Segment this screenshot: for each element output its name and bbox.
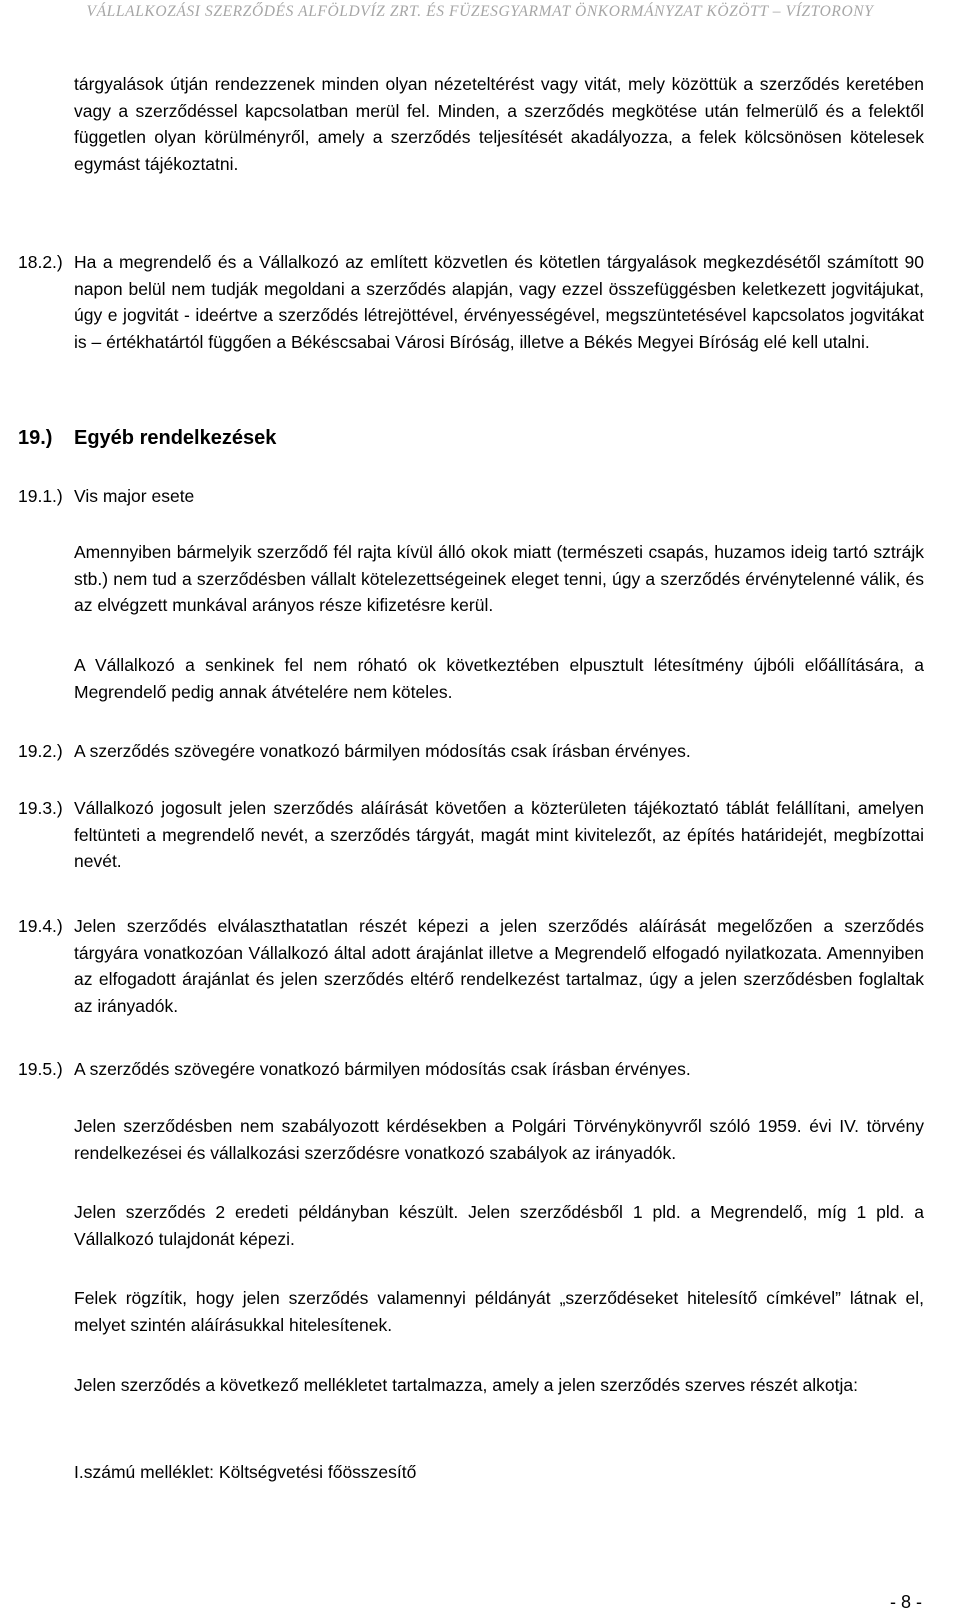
section-19-3-number: 19.3.)	[18, 798, 63, 818]
section-19-1-title: Vis major esete	[74, 486, 195, 506]
section-19-1-paragraph-1: Amennyiben bármelyik szerződő fél rajta kívül álló okok miatt (természeti csapás, huzamos ideig tartó sztrájk stb.) nem tud a szerződésben vállalt kötelezettségeinek eleget tenni, úgy a szerződés érvénytelenné válik, és az elvégzett munkával arányos része kifizetésre kerül.	[74, 542, 924, 615]
section-18-2-text: Ha a megrendelő és a Vállalkozó az említett közvetlen és kötetlen tárgyalások megkezdésétől számított 90 napon belül nem tudják megoldani a szerződés alapján, vagy ezzel összefüggésben keletkezett jogvitájukat, úgy e jogvitát - ideértve a szerződés létrejöttével, érvényességével, megszüntetésével kapcsolatos jogvitákat is – értékhatártól függően a Békéscsabai Városi Bíróság, illetve a Békés Megyei Bíróság elé kell utalni.	[74, 252, 924, 352]
section-19-5-text: A szerződés szövegére vonatkozó bármilyen módosítás csak írásban érvényes.	[74, 1059, 691, 1079]
intro-paragraph: tárgyalások útján rendezzenek minden olyan nézeteltérést vagy vitát, mely közöttük a szerződés keretében vagy a szerződéssel kapcsolatban merül fel. Minden, a szerződés megkötése után felmerülő és a felektől független olyan körülményről, amely a szerződés teljesítését akadályozza, a felek kölcsönösen kötelesek egymást tájékoztatni.	[74, 74, 924, 174]
annex-item: I.számú melléklet: Költségvetési főösszesítő	[74, 1462, 417, 1482]
section-19-2-text: A szerződés szövegére vonatkozó bármilyen módosítás csak írásban érvényes.	[74, 741, 691, 761]
civil-code-paragraph: Jelen szerződésben nem szabályozott kérdésekben a Polgári Törvénykönyvről szóló 1959. évi IV. törvény rendelkezései és vállalkozási szerződésre vonatkozó szabályok az irányadók.	[74, 1116, 924, 1163]
section-19-3-text: Vállalkozó jogosult jelen szerződés aláírását követően a közterületen tájékoztató táblát felállítani, amelyen feltünteti a megrendelő nevét, a szerződés tárgyát, magát mint kivitelezőt, az építés határidejét, megbízottai nevét.	[74, 798, 924, 871]
section-19-4-text: Jelen szerződés elválaszthatatlan részét képezi a jelen szerződés aláírását megelőzően a szerződés tárgyára vonatkozóan Vállalkozó által adott árajánlat illetve a Megrendelő elfogadó nyilatkozata. Amennyiben az elfogadott árajánlat és jelen szerződés eltérő rendelkezést tartalmaz, úgy a jelen szerződésben foglaltak az irányadók.	[74, 916, 924, 1016]
annex-intro-paragraph: Jelen szerződés a következő mellékletet tartalmazza, amely a jelen szerződés szerves részét alkotja:	[74, 1375, 858, 1395]
label-paragraph: Felek rögzítik, hogy jelen szerződés valamennyi példányát „szerződéseket hitelesítő címkével” látnak el, melyet szintén aláírásukkal hitelesítenek.	[74, 1288, 924, 1335]
copies-paragraph: Jelen szerződés 2 eredeti példányban készült. Jelen szerződésből 1 pld. a Megrendelő, míg 1 pld. a Vállalkozó tulajdonát képezi.	[74, 1202, 924, 1249]
running-header: VÁLLALKOZÁSI SZERZŐDÉS ALFÖLDVÍZ ZRT. ÉS FÜZESGYARMAT ÖNKORMÁNYZAT KÖZÖTT – VÍZTORONY	[86, 3, 874, 20]
section-19-2-number: 19.2.)	[18, 741, 63, 761]
section-19-1-paragraph-2: A Vállalkozó a senkinek fel nem róható ok következtében elpusztult létesítmény újbóli előállítására, a Megrendelő pedig annak átvételére nem köteles.	[74, 655, 924, 702]
section-19-number: 19.)	[18, 427, 53, 449]
section-19-4-number: 19.4.)	[18, 916, 63, 936]
section-19-title: Egyéb rendelkezések	[74, 427, 277, 449]
section-19-1-number: 19.1.)	[18, 486, 63, 506]
section-19-5-number: 19.5.)	[18, 1059, 63, 1079]
section-18-2-number: 18.2.)	[18, 252, 63, 272]
section-19-heading	[18, 425, 276, 451]
page-number: - 8 -	[889, 1592, 922, 1612]
